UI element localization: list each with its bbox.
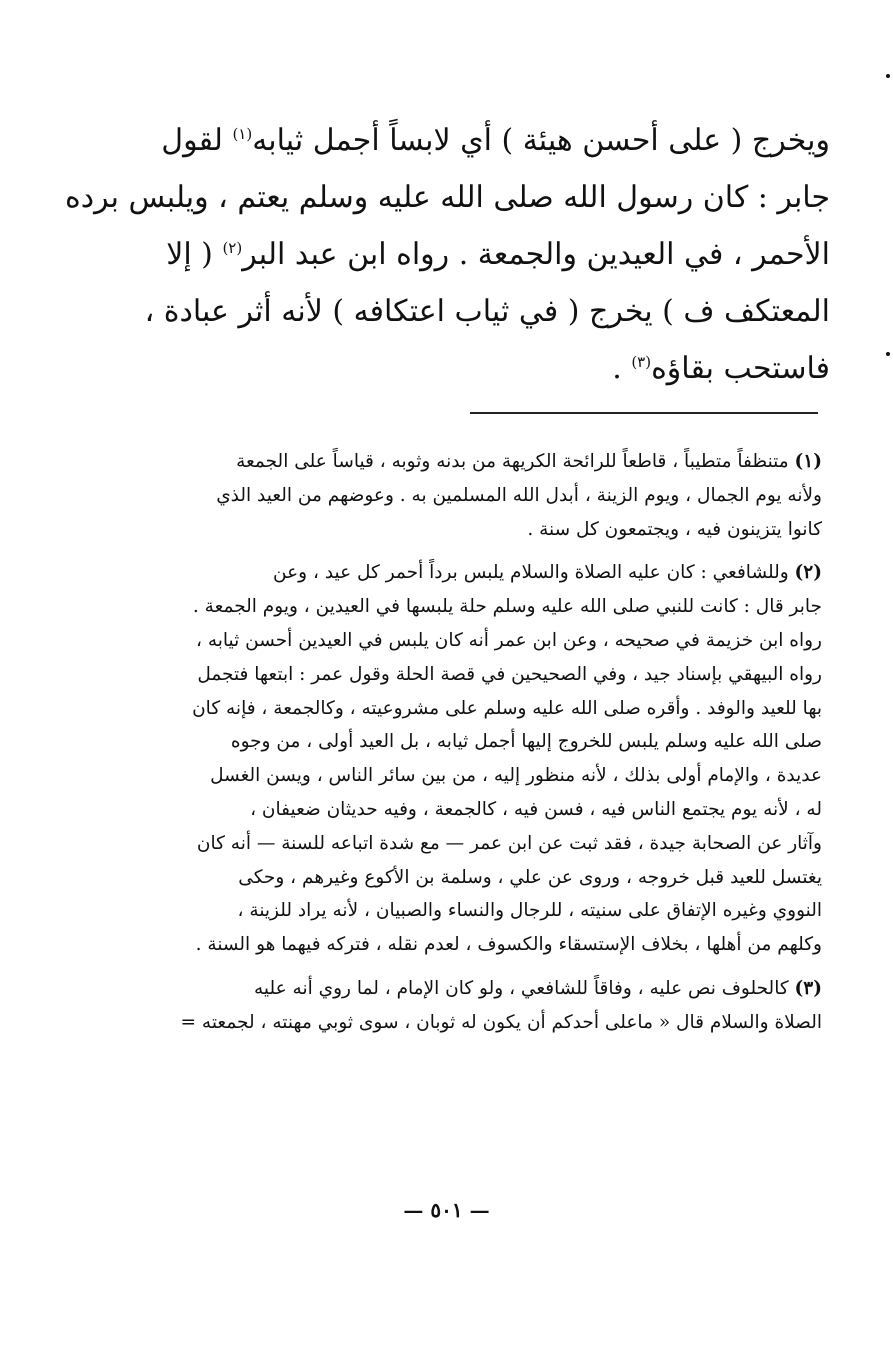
footnote-2 — [80, 556, 822, 962]
main-line-5-text: فاستحب بقاؤه — [651, 351, 830, 386]
footnote-2-line-1 — [80, 556, 822, 590]
main-line-2: جابر : كان رسول الله صلى الله عليه وسلم يعتم ، ويلبس برده — [65, 180, 830, 215]
main-line-3-tail: ( إلا — [166, 237, 223, 272]
footnote-3-line-2: الصلاة والسلام قال « ماعلى أحدكم أن يكون له ثوبان ، سوى ثوبي مهنته ، لجمعته = — [180, 1011, 822, 1033]
footnote-1-line-1-text: متنظفاً متطيباً ، قاطعاً للرائحة الكريهة من بدنه وثوبه ، قياساً على الجمعة — [236, 451, 795, 472]
footnote-2-line-8: له ، لأنه يوم يجتمع الناس فيه ، فسن فيه ، كالجمعة ، وفيه حديثان ضعيفان ، — [250, 798, 822, 820]
page-number: — ٥٠١ — — [403, 1198, 490, 1222]
footnote-1-line-2: ولأنه يوم الجمال ، ويوم الزينة ، أبدل الله المسلمين به . وعوضهم من العيد الذي — [216, 484, 822, 506]
footnote-separator — [470, 412, 818, 414]
main-line-3 — [70, 226, 830, 283]
main-line-5 — [70, 340, 830, 397]
footnote-1-number: (١) — [794, 451, 822, 472]
main-line-1-tail: لقول — [161, 123, 233, 158]
footnote-2-line-1-text: وللشافعي : كان عليه الصلاة والسلام يلبس برداً أحمر كل عيد ، وعن — [273, 562, 795, 584]
footnote-3-line-1-text: كالحلوف نص عليه ، وفاقاً للشافعي ، ولو كان الإمام ، لما روي أنه عليه — [254, 977, 795, 999]
main-text-block — [65, 112, 830, 397]
footnote-ref-3[interactable]: (٣) — [631, 353, 652, 371]
scan-speck — [886, 74, 890, 78]
footnote-2-line-3: رواه ابن خزيمة في صحيحه ، وعن ابن عمر أنه كان يلبس في العيدين أحسن ثيابه ، — [195, 629, 822, 651]
scan-speck — [886, 352, 890, 356]
footnote-ref-1[interactable]: (١) — [232, 125, 253, 143]
main-line-4: المعتكف ف ) يخرج ( في ثياب اعتكافه ) لأنه أثر عبادة ، — [144, 294, 830, 329]
footnote-3-number: (٣) — [794, 977, 822, 999]
footnote-ref-2[interactable]: (٢) — [222, 239, 243, 257]
main-line-1-text: ويخرج ( على أحسن هيئة ) أي لابساً أجمل ثيابه — [252, 123, 830, 158]
footnote-3 — [80, 972, 822, 1040]
footnotes-section — [80, 445, 822, 1050]
footnote-2-line-11: النووي وغيره الإتفاق على سنيته ، للرجال والنساء والصبيان ، لأنه يراد للزينة ، — [237, 900, 822, 922]
footnote-2-line-12: وكلهم من أهلها ، بخلاف الإستسقاء والكسوف ، لعدم نقله ، فتركه فيهما هو السنة . — [195, 934, 822, 956]
footnote-1 — [80, 445, 822, 546]
footnote-2-line-4: رواه البيهقي بإسناد جيد ، وفي الصحيحين في قصة الحلة وقول عمر : ابتعها فتجمل — [197, 663, 822, 685]
footnote-3-line-1 — [80, 972, 822, 1006]
footnote-1-line-1 — [80, 445, 822, 479]
main-line-5-tail: . — [612, 351, 632, 386]
footnote-2-line-6: صلى الله عليه وسلم يلبس للخروج إليها أجمل ثيابه ، بل العيد أولى ، من وجوه — [230, 731, 822, 753]
footnote-1-line-3: كانوا يتزينون فيه ، ويجتمعون كل سنة . — [527, 518, 822, 540]
footnote-2-line-5: بها للعيد والوفد . وأقره صلى الله عليه وسلم على مشروعيته ، وكالجمعة ، فإنه كان — [192, 697, 822, 719]
main-line-3-text: الأحمر ، في العيدين والجمعة . رواه ابن عبد البر — [242, 237, 830, 272]
footnote-2-line-7: عديدة ، والإمام أولى بذلك ، لأنه منظور إليه ، من بين سائر الناس ، ويسن الغسل — [210, 765, 822, 787]
footnote-2-line-2: جابر قال : كانت للنبي صلى الله عليه وسلم حلة يلبسها في العيدين ، ويوم الجمعة . — [192, 596, 822, 618]
footnote-2-line-10: يغتسل للعيد قبل خروجه ، وروى عن علي ، وسلمة بن الأكوع وغيرهم ، وحكى — [238, 866, 822, 888]
footnote-2-line-9: وآثار عن الصحابة جيدة ، فقد ثبت عن ابن عمر — مع شدة اتباعه للسنة — أنه كان — [196, 832, 822, 854]
footnote-2-number: (٢) — [794, 562, 822, 584]
main-line-1 — [70, 112, 830, 169]
